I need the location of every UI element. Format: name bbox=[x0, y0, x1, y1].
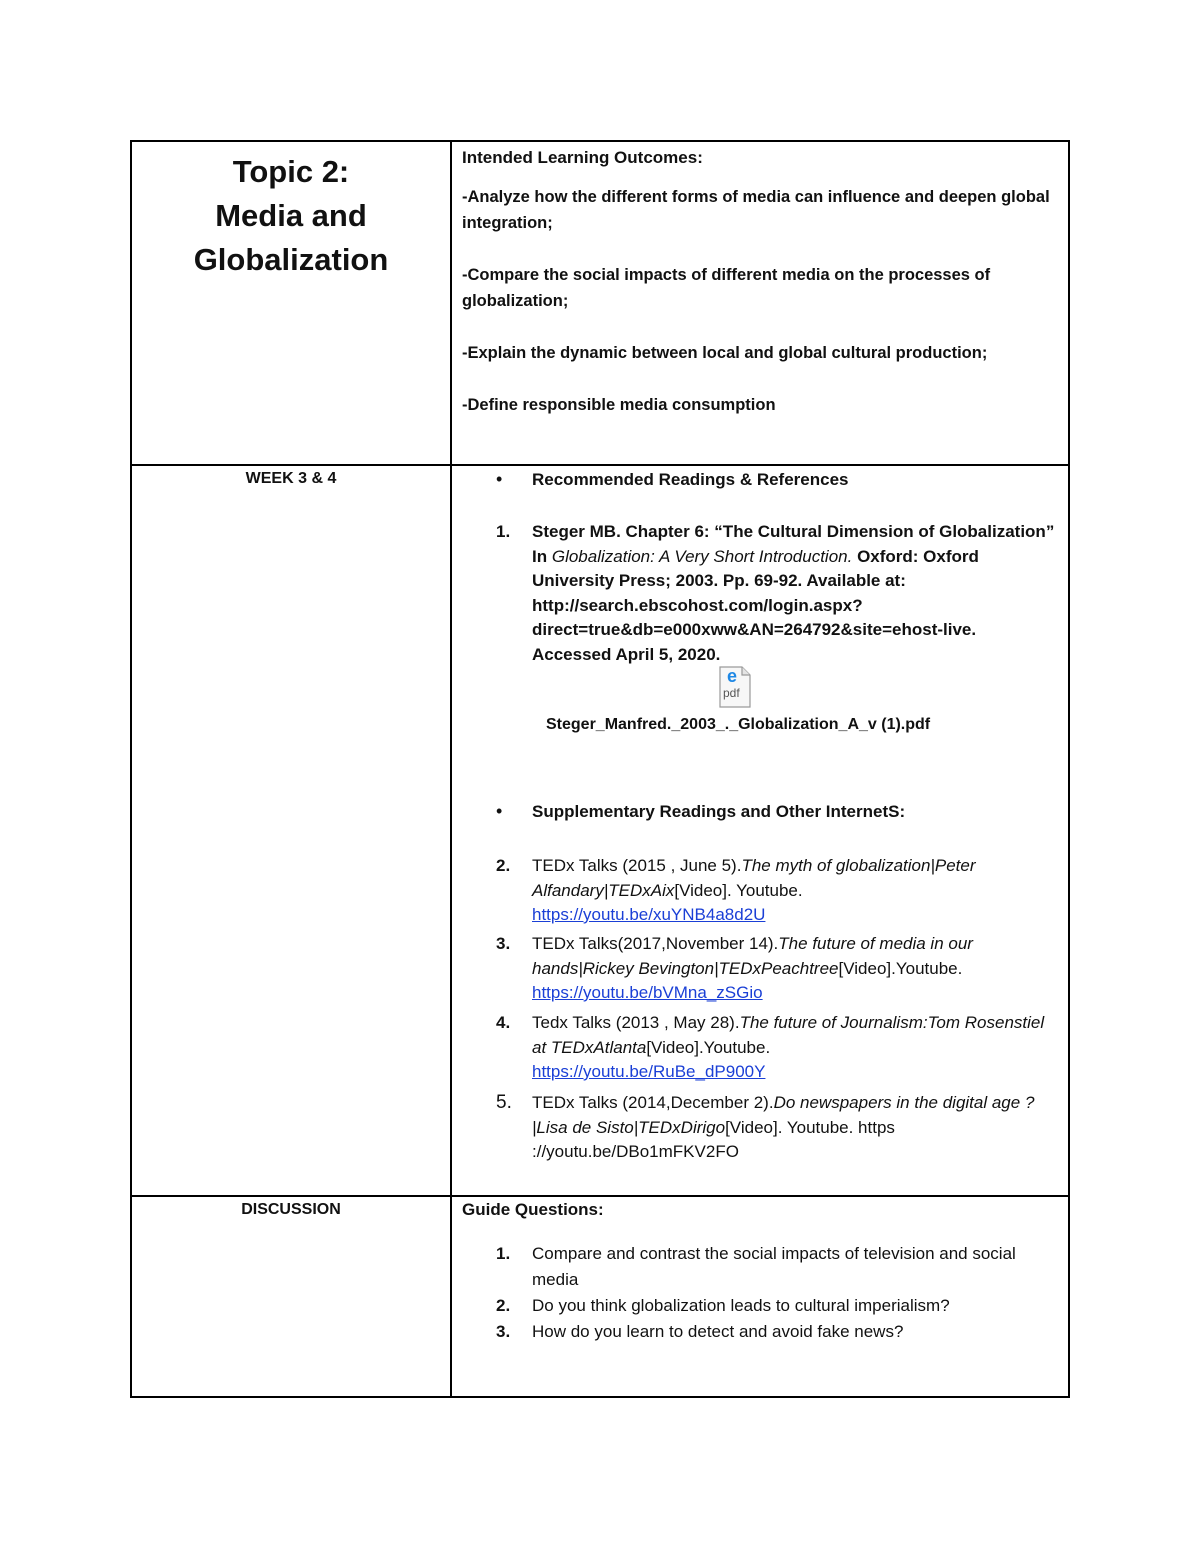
reference-number: 2. bbox=[496, 856, 511, 875]
bullet-icon: • bbox=[496, 801, 503, 821]
reference-1 bbox=[532, 520, 1057, 667]
reference-video-title: The myth of globalization|Peter Alfandary|TEDxAix bbox=[532, 856, 976, 900]
question-number: 3. bbox=[496, 1322, 511, 1341]
pdf-file-icon[interactable] bbox=[719, 666, 751, 708]
reference-3 bbox=[532, 932, 1057, 1006]
reference-number: 4. bbox=[496, 1013, 511, 1032]
ilo-item: -Analyze how the different forms of media can influence and deepen global integration; bbox=[462, 188, 1050, 232]
reference-5 bbox=[532, 1091, 1057, 1165]
reference-text: Steger MB. Chapter 6: “The Cultural Dimension of Globalization” In bbox=[532, 522, 1055, 566]
video-link[interactable]: https://youtu.be/xuYNB4a8d2U bbox=[532, 905, 766, 924]
recommended-heading: Recommended Readings & References bbox=[532, 470, 849, 489]
supplementary-heading: Supplementary Readings and Other InternetS: bbox=[532, 802, 906, 821]
reference-number: 1. bbox=[496, 522, 511, 541]
row-divider bbox=[132, 464, 1068, 466]
ilo-item: -Compare the social impacts of different media on the processes of globalization; bbox=[462, 266, 991, 310]
guide-question: How do you learn to detect and avoid fake news? bbox=[532, 1322, 904, 1341]
reference-lead: TEDx Talks (2015 , June 5). bbox=[532, 856, 742, 875]
column-divider bbox=[450, 142, 452, 1396]
reference-4 bbox=[532, 1011, 1057, 1085]
reference-text: Oxford: Oxford University Press; 2003. Pp. 69-92. Available at: http://search.ebscohost.com/login.aspx?direct=true&db=e000xww&AN=264792&site=ehost-live. Accessed April 5, 2020. bbox=[532, 546, 979, 664]
pdf-attachment-name[interactable]: Steger_Manfred._2003_._Globalization_A_v (1).pdf bbox=[546, 716, 931, 733]
reference-number: 5. bbox=[496, 1092, 512, 1113]
pdf-icon-label: pdf bbox=[723, 686, 740, 700]
reference-lead: TEDx Talks(2017,November 14). bbox=[532, 934, 779, 953]
reference-tail: [Video]. Youtube. bbox=[674, 880, 803, 900]
module-table bbox=[130, 140, 1070, 1398]
question-number: 1. bbox=[496, 1244, 511, 1263]
row-divider bbox=[132, 1195, 1068, 1197]
video-link[interactable]: https://youtu.be/bVMna_zSGio bbox=[532, 983, 763, 1002]
pdf-icon-letter: e bbox=[727, 666, 738, 686]
guide-questions-heading: Guide Questions: bbox=[462, 1200, 604, 1219]
reference-tail: [Video]. Youtube. https ://youtu.be/DBo1mFKV2FO bbox=[532, 1117, 895, 1161]
bullet-icon: • bbox=[496, 469, 503, 489]
reference-tail: [Video].Youtube. bbox=[838, 958, 963, 978]
reference-2 bbox=[532, 854, 1057, 928]
reference-number: 3. bbox=[496, 934, 511, 953]
guide-question: Compare and contrast the social impacts of television and social media bbox=[532, 1244, 1016, 1289]
reference-book-title: Globalization: A Very Short Introduction. bbox=[551, 546, 853, 566]
topic-title-line: Globalization bbox=[193, 242, 389, 277]
week-label: WEEK 3 & 4 bbox=[245, 470, 337, 487]
discussion-label: DISCUSSION bbox=[241, 1201, 341, 1218]
reference-lead: Tedx Talks (2013 , May 28). bbox=[532, 1013, 740, 1032]
ilo-section bbox=[462, 148, 1062, 418]
video-link[interactable]: https://youtu.be/RuBe_dP900Y bbox=[532, 1062, 766, 1081]
reference-tail: [Video].Youtube. bbox=[646, 1037, 771, 1057]
reference-video-title: Do newspapers in the digital age ?|Lisa de Sisto|TEDxDirigo bbox=[532, 1093, 1035, 1137]
ilo-heading: Intended Learning Outcomes: bbox=[462, 148, 703, 167]
guide-question: Do you think globalization leads to cultural imperialism? bbox=[532, 1296, 950, 1315]
topic-title bbox=[132, 150, 450, 282]
topic-title-line: Media and bbox=[215, 198, 367, 233]
reference-video-title: The future of Journalism:Tom Rosenstiel at TEDxAtlanta bbox=[532, 1013, 1045, 1057]
ilo-item: -Define responsible media consumption bbox=[462, 396, 776, 414]
reference-video-title: The future of media in our hands|Rickey Bevington|TEDxPeachtree bbox=[532, 934, 973, 978]
reference-lead: TEDx Talks (2014,December 2). bbox=[532, 1093, 774, 1112]
question-number: 2. bbox=[496, 1296, 511, 1315]
ilo-item: -Explain the dynamic between local and global cultural production; bbox=[462, 344, 988, 362]
topic-title-line: Topic 2: bbox=[232, 154, 350, 189]
